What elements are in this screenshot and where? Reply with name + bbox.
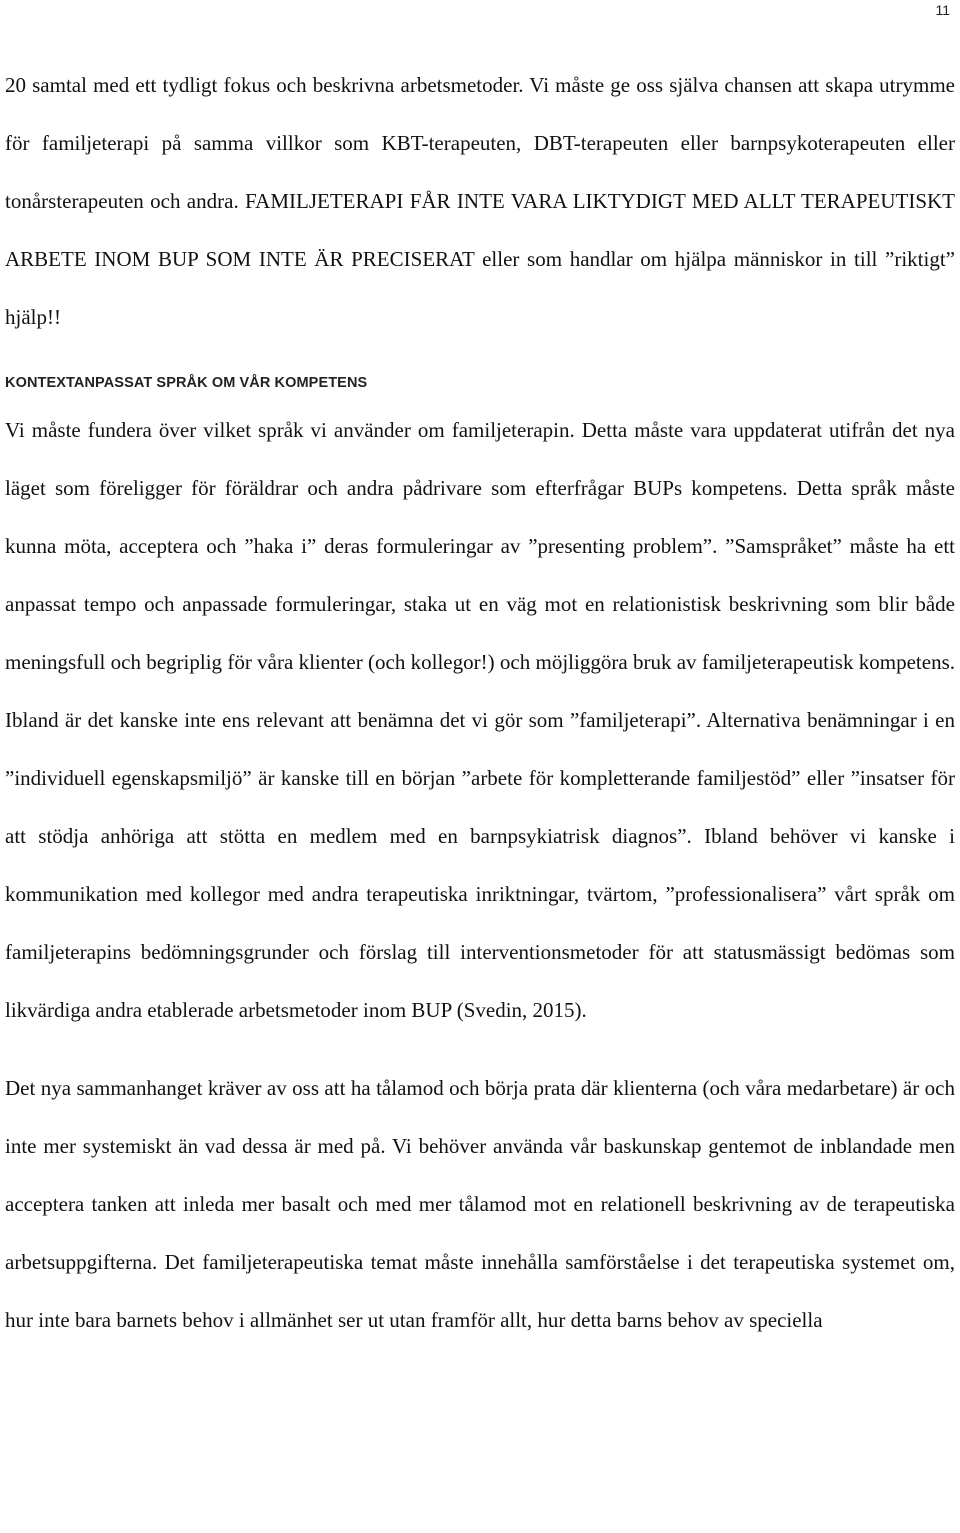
section-heading: KONTEXTANPASSAT SPRÅK OM VÅR KOMPETENS	[5, 375, 368, 391]
paragraph-familjeterapi-villkor: 20 samtal med ett tydligt fokus och beskrivna arbetsmetoder. Vi måste ge oss själva chansen att skapa utrymme för familjeterapi på samma villkor som KBT-terapeuten, DBT-terapeuten eller barnpsykoterapeuten eller tonårsterapeuten och andra. FAMILJETERAPI FÅR INTE VARA LIKTYDIGT MED ALLT TERAPEUTISKT ARBETE INOM BUP SOM INTE ÄR PRECISERAT eller som handlar om hjälpa människor in till ”riktigt” hjälp!!	[5, 73, 955, 329]
paragraph-sprak-familjeterapi: Vi måste fundera över vilket språk vi använder om familjeterapin. Detta måste vara uppdaterat utifrån det nya läget som föreligger för föräldrar och andra pådrivare som efterfrågar BUPs kompetens. Detta språk måste kunna möta, acceptera och ”haka i” deras formuleringar av ”presenting problem”. ”Samspråket” måste ha ett anpassat tempo och anpassade formuleringar, staka ut en väg mot en relationistisk beskrivning som blir både meningsfull och begriplig för våra klienter (och kollegor!) och möjliggöra bruk av familjeterapeutisk kompetens. Ibland är det kanske inte ens relevant att benämna det vi gör som ”familjeterapi”. Alternativa benämningar i en ”individuell egenskapsmiljö” är kanske till en början ”arbete för kompletterande familjestöd” eller ”insatser för att stödja anhöriga att stötta en medlem med en barnpsykiatrisk diagnos”. Ibland behöver vi kanske i kommunikation med kollegor med andra terapeutiska inriktningar, tvärtom, ”professionalisera” vårt språk om familjeterapins bedömningsgrunder och förslag till interventionsmetoder för att statusmässigt bedömas som likvärdiga andra etablerade arbetsmetoder inom BUP (Svedin, 2015).	[5, 418, 955, 1022]
page-number: 11	[935, 2, 950, 18]
document-body	[5, 56, 955, 1349]
paragraph-nya-sammanhanget: Det nya sammanhanget kräver av oss att ha tålamod och börja prata där klienterna (och våra medarbetare) är och inte mer systemiskt än vad dessa är med på. Vi behöver använda vår baskunskap gentemot de inblandade men acceptera tanken att inleda mer basalt och med mer tålamod mot en relationell beskrivning av de terapeutiska arbetsuppgifterna. Det familjeterapeutiska temat måste innehålla samförståelse i det terapeutiska systemet om, hur inte bara barnets behov i allmänhet ser ut utan framför allt, hur detta barns behov av speciella	[5, 1076, 955, 1332]
